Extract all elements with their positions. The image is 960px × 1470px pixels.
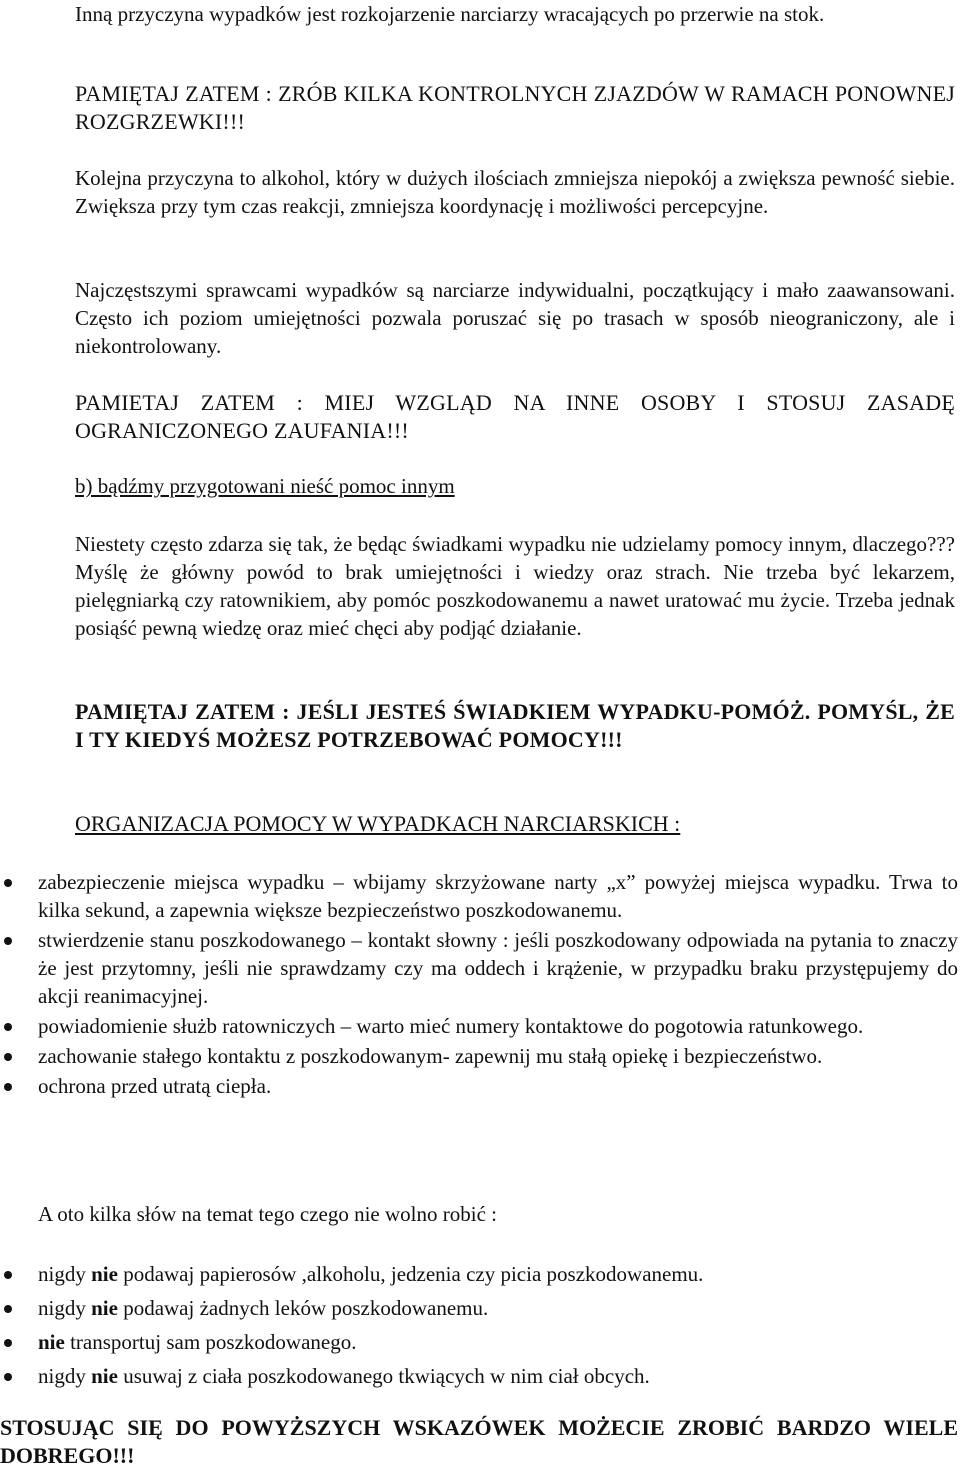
bullet-icon	[4, 937, 12, 945]
list-item	[0, 868, 958, 924]
list-item	[0, 1260, 958, 1288]
list-item-text: powiadomienie służb ratowniczych – warto mieć numery kontaktowe do pogotowia ratunkowego.	[38, 1014, 864, 1038]
paragraph-perpetrators: Najczęstszymi sprawcami wypadków są narciarze indywidualni, początkujący i mało zaawansowani. Często ich poziom umiejętności pozwala poruszać się po trasach w sposób nieograniczony, ale i niekontrolowany.	[75, 278, 955, 358]
list-item	[0, 1072, 958, 1100]
bullet-icon	[4, 1339, 12, 1347]
donts-list	[0, 1260, 958, 1396]
bullet-icon	[4, 1053, 12, 1061]
bullet-icon	[4, 1083, 12, 1091]
dont-emphasis: nie	[38, 1330, 65, 1354]
paragraph-distraction: Inną przyczyna wypadków jest rozkojarzenie narciarzy wracających po przerwie na stok.	[75, 2, 825, 26]
dont-text: podawaj żadnych leków poszkodowanemu.	[117, 1296, 489, 1320]
warning-limited-trust: PAMIETAJ ZATEM : MIEJ WZGLĄD NA INNE OSOBY I STOSUJ ZASADĘ OGRANICZONEGO ZAUFANIA!!!	[75, 390, 955, 443]
donts-intro: A oto kilka słów na temat tego czego nie wolno robić :	[38, 1202, 497, 1226]
list-item	[0, 1012, 958, 1040]
dont-text: transportuj sam poszkodowanego.	[64, 1330, 357, 1354]
help-steps-list	[0, 868, 958, 1102]
list-item	[0, 1042, 958, 1070]
list-item-text: zachowanie stałego kontaktu z poszkodowanym- zapewnij mu stałą opiekę i bezpieczeństwo.	[38, 1044, 823, 1068]
list-item	[0, 1362, 958, 1390]
list-item	[0, 1328, 958, 1356]
list-item-text: stwierdzenie stanu poszkodowanego – kontakt słowny : jeśli poszkodowany odpowiada na pytania to znaczy że jest przytomny, jeśli nie sprawdzamy czy ma oddech i krążenie, w przypadku braku przystępujemy do akcji reanimacyjnej.	[38, 928, 958, 1008]
dont-prefix: nigdy	[38, 1364, 92, 1388]
dont-text: usuwaj z ciała poszkodowanego tkwiących w nim ciał obcych.	[117, 1364, 650, 1388]
dont-emphasis: nie	[91, 1296, 118, 1320]
paragraph-witnesses: Niestety często zdarza się tak, że będąc świadkami wypadku nie udzielamy pomocy innym, dlaczego??? Myślę że główny powód to brak umiejętności i wiedzy oraz strach. Nie trzeba być lekarzem, pielęgniarką czy ratownikiem, aby pomóc poszkodowanemu a nawet uratować mu życie. Trzeba jednak posiąść pewną wiedzę oraz mieć chęci aby podjąć działanie.	[75, 532, 955, 640]
bullet-icon	[4, 879, 12, 887]
section-heading-organization: ORGANIZACJA POMOCY W WYPADKACH NARCIARSKICH :	[75, 811, 681, 836]
dont-emphasis: nie	[91, 1364, 118, 1388]
warning-help-witness: PAMIĘTAJ ZATEM : JEŚLI JESTEŚ ŚWIADKIEM WYPADKU-POMÓŻ. POMYŚL, ŻE I TY KIEDYŚ MOŻESZ POTRZEBOWAĆ POMOCY!!!	[75, 699, 955, 752]
list-item-text: zabezpieczenie miejsca wypadku – wbijamy skrzyżowane narty „x” powyżej miejsca wypadku. Trwa to kilka sekund, a zapewnia większe bezpieczeństwo poszkodowanemu.	[38, 870, 958, 922]
warning-warmup: PAMIĘTAJ ZATEM : ZRÓB KILKA KONTROLNYCH ZJAZDÓW W RAMACH PONOWNEJ ROZGRZEWKI!!!	[75, 81, 955, 134]
subheading-help-others: b) bądźmy przygotowani nieść pomoc innym	[75, 474, 455, 498]
list-item	[0, 926, 958, 1010]
paragraph-alcohol: Kolejna przyczyna to alkohol, który w dużych ilościach zmniejsza niepokój a zwiększa pewność siebie. Zwiększa przy tym czas reakcji, zmniejsza koordynację i możliwości percepcyjne.	[75, 166, 955, 218]
bullet-icon	[4, 1023, 12, 1031]
dont-prefix: nigdy	[38, 1296, 92, 1320]
closing-statement: STOSUJĄC SIĘ DO POWYŻSZYCH WSKAZÓWEK MOŻECIE ZROBIĆ BARDZO WIELE DOBREGO!!!	[0, 1415, 958, 1468]
bullet-icon	[4, 1373, 12, 1381]
bullet-icon	[4, 1271, 12, 1279]
dont-emphasis: nie	[91, 1262, 118, 1286]
dont-text: podawaj papierosów ,alkoholu, jedzenia czy picia poszkodowanemu.	[117, 1262, 704, 1286]
list-item	[0, 1294, 958, 1322]
dont-prefix: nigdy	[38, 1262, 92, 1286]
list-item-text: ochrona przed utratą ciepła.	[38, 1074, 272, 1098]
bullet-icon	[4, 1305, 12, 1313]
